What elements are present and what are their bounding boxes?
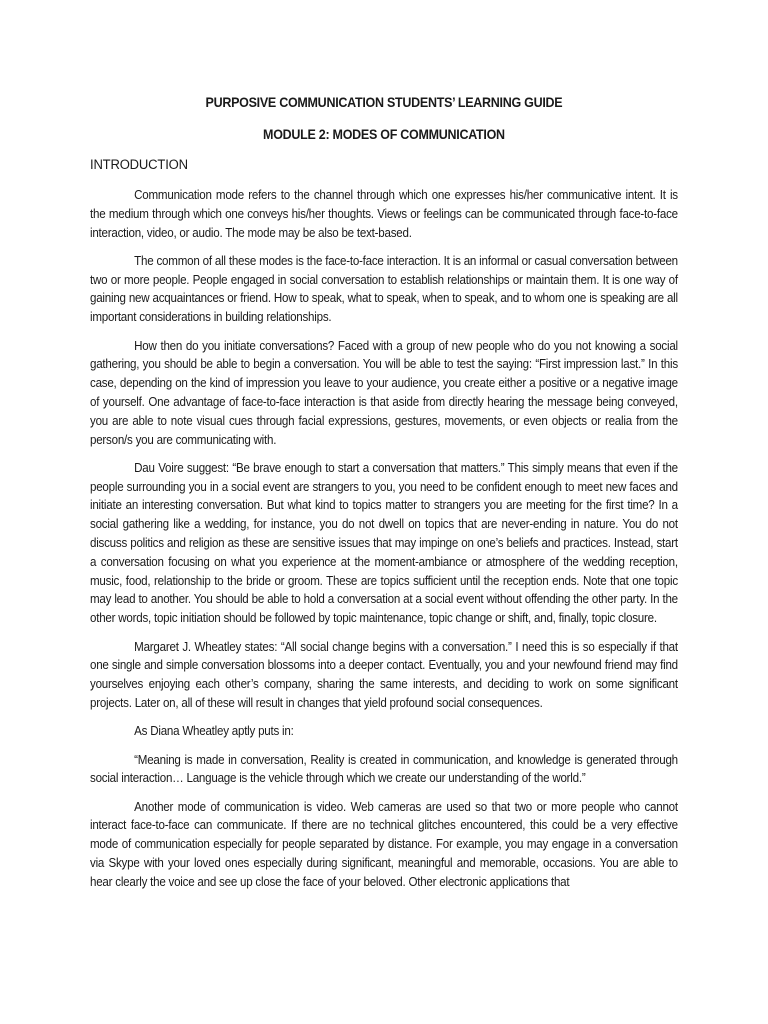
section-heading-introduction: INTRODUCTION <box>90 157 188 173</box>
paragraph-face-to-face: The common of all these modes is the face-to-face interaction. It is an informal or casual conversation between two or more people. People engaged in social conversation to establish relationships or maintain them. It is one way of gaining new acquaintances or friend. How to speak, what to speak, when to speak, and to whom one is speaking are all important considerations in building relationships. <box>90 253 678 325</box>
module-title: MODULE 2: MODES OF COMMUNICATION <box>263 127 505 142</box>
paragraph-diana-wheatley-intro: As Diana Wheatley aptly puts in: <box>134 724 294 739</box>
paragraph-video-mode: Another mode of communication is video. Web cameras are used so that two or more people who cannot interact face-to-face can communicate. If there are no technical glitches encountered, this could be a very effective mode of communication especially for people separated by distance. For example, you may engage in a conversation via Skype with your loved ones especially during significant, meaningful and memorable, occasions. You are able to hear clearly the voice and see up close the face of your beloved. Other electronic applications that <box>90 799 678 889</box>
paragraph-communication-mode: Communication mode refers to the channel through which one expresses his/her communicative intent. It is the medium through which one conveys his/her thoughts. Views or feelings can be communicated through face-to-face interaction, video, or audio. The mode may be also be text-based. <box>90 188 678 240</box>
document-title: PURPOSIVE COMMUNICATION STUDENTS’ LEARNING GUIDE <box>205 95 563 110</box>
paragraph-quote: “Meaning is made in conversation, Reality is created in communication, and knowledge is generated through social interaction… Language is the vehicle through which we create our understanding of the world.” <box>90 752 678 786</box>
paragraph-initiate-conversations: How then do you initiate conversations? Faced with a group of new people who do you not knowing a social gathering, you should be able to begin a conversation. You will be able to test the saying: “First impression last.” In this case, depending on the kind of impression you leave to your audience, you create either a positive or a negative image of yourself. One advantage of face-to-face interaction is that aside from directly hearing the message being conveyed, you are able to note visual cues through facial expressions, gestures, movements, or even objects or realia from the person/s you are communicating with. <box>90 338 678 447</box>
paragraph-dau-voire: Dau Voire suggest: “Be brave enough to start a conversation that matters.” This simply means that even if the people surrounding you in a social event are strangers to you, you need to be confident enough to meet new faces and initiate an interesting conversation. But what kind to topics matter to strangers you are meeting for the first time? In a social gathering like a wedding, for instance, you do not dwell on topics that are never-ending in nature. You do not discuss politics and religion as these are sensitive issues that may impinge on one’s beliefs and practices. Instead, start a conversation focusing on what you experience at the moment-ambiance or atmosphere of the wedding reception, music, food, relationship to the bride or groom. These are topics sufficient until the reception ends. Note that one topic may lead to another. You should be able to hold a conversation at a social event without offending the other party. In the other words, topic initiation should be followed by topic maintenance, topic change or shift, and, finally, topic closure. <box>90 460 678 626</box>
paragraph-margaret-wheatley: Margaret J. Wheatley states: “All social change begins with a conversation.” I need this is so especially if that one single and simple conversation blossoms into a deeper contact. Eventually, you and your newfound friend may find yourselves enjoying each other’s company, sharing the same interests, and deciding to work on some significant projects. Later on, all of these will result in changes that yield profound social consequences. <box>90 639 678 710</box>
document-body <box>90 94 678 901</box>
